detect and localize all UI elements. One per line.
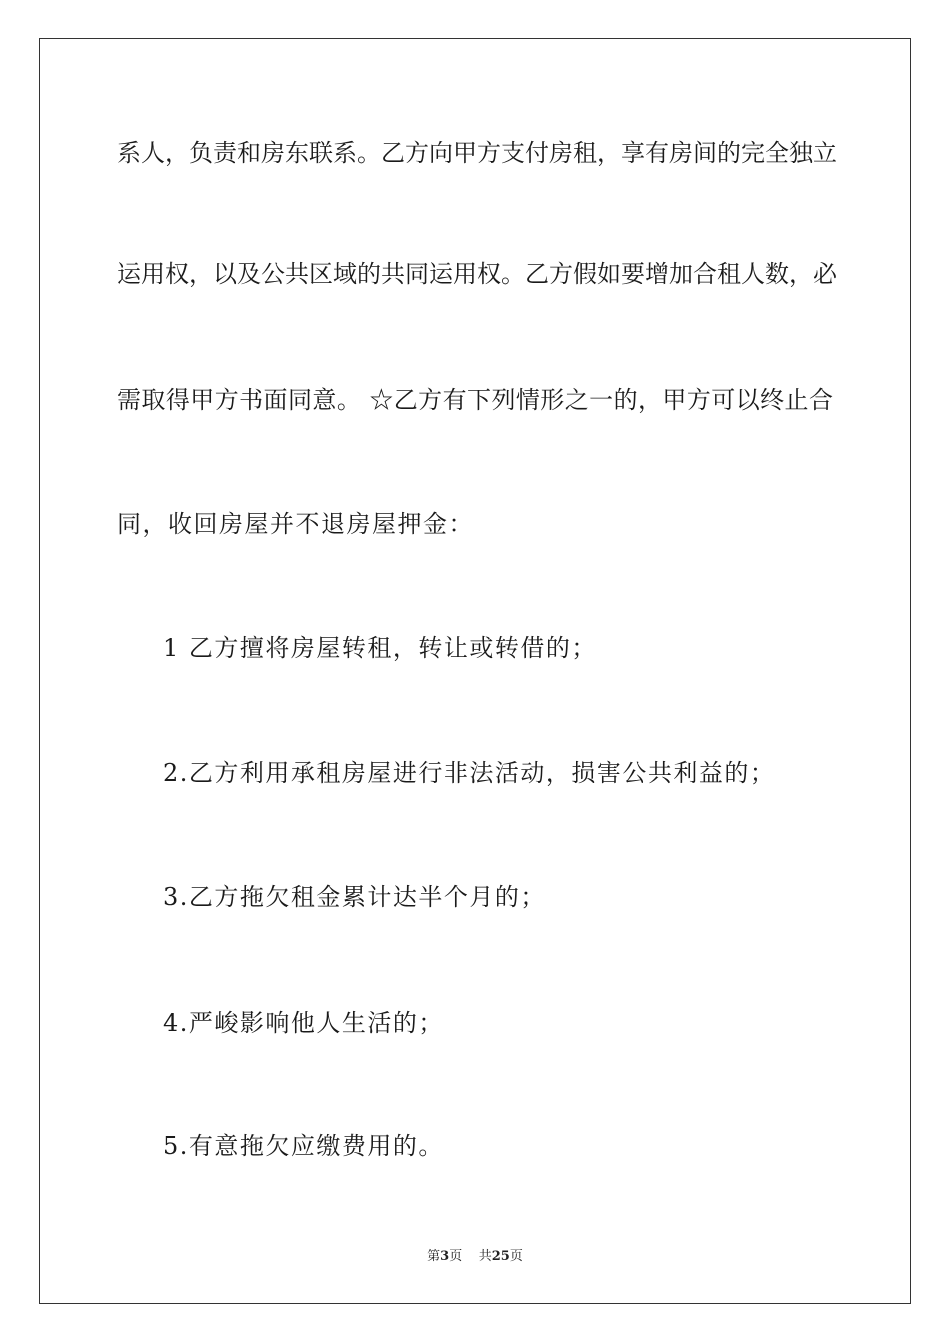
list-item-3: 3.乙方拖欠租金累计达半个月的； bbox=[163, 883, 546, 911]
body-line-3: 需取得甲方书面同意。 ☆乙方有下列情形之一的，甲方可以终止合 bbox=[117, 386, 833, 414]
footer-page-total: 25 bbox=[491, 1249, 510, 1264]
footer-page-prefix: 第 bbox=[427, 1249, 441, 1264]
list-item-4: 4.严峻影响他人生活的； bbox=[163, 1009, 444, 1037]
list-item-5: 5.有意拖欠应缴费用的。 bbox=[163, 1132, 444, 1160]
body-line-2: 运用权，以及公共区域的共同运用权。乙方假如要增加合租人数，必 bbox=[117, 260, 837, 288]
body-line-4: 同，收回房屋并不退房屋押金： bbox=[117, 510, 474, 538]
page-border bbox=[39, 38, 911, 1304]
footer-page-suffix: 页 bbox=[449, 1249, 463, 1264]
footer-total-suffix: 页 bbox=[509, 1249, 523, 1264]
body-line-1: 系人，负责和房东联系。乙方向甲方支付房租，享有房间的完全独立 bbox=[117, 139, 837, 167]
list-item-2: 2.乙方利用承租房屋进行非法活动，损害公共利益的； bbox=[163, 759, 776, 787]
footer-page-current: 3 bbox=[440, 1249, 450, 1264]
page-footer bbox=[0, 1248, 950, 1266]
list-item-1: 1 乙方擅将房屋转租，转让或转借的； bbox=[163, 634, 597, 662]
footer-total-prefix: 共 bbox=[478, 1249, 492, 1264]
